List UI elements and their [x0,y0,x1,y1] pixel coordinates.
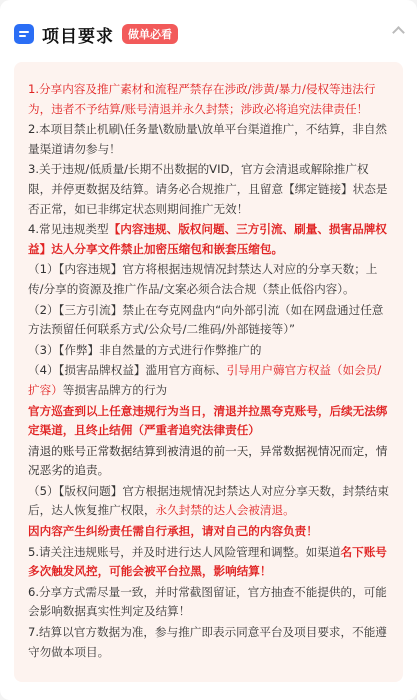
chevron-right-icon[interactable] [392,26,405,39]
requirement-sub-1: （1）【内容违规】官方将根据违规情况封禁达人对应的分享天数；上传/分享的资源及推广作品/文案必须合法合规（禁止低俗内容）。 [28,262,378,296]
requirement-item-3: 3.关于违规/低质量/长期不出数据的VID，官方会清退或解除推广权限，并停更数据及结算。请务必合规推广，且留意【绑定链接】状态是否正常，如已非绑定状态则期间推广无效！ [28,162,388,216]
requirement-sub-3: （3）【作弊】非自然量的方式进行作弊推广的 [28,342,262,357]
requirement-item-1: 1.分享内容及推广素材和流程严禁存在涉政/涉黄/暴力/侵权等违法行为，违者不予结算/账号清退并永久封禁；涉政必将追究法律责任！ [28,82,376,116]
page-title: 项目要求 [42,26,114,47]
requirement-sub-5: （5）【版权问题】官方根据违规情况封禁达人对应分享天数，封禁结束后，达人恢复推广权限，永久封禁的达人会被清退。 [28,483,389,518]
requirements-panel [14,62,403,682]
must-read-badge: 做单必看 [122,24,178,44]
requirement-item-7: 7.结算以官方数据为准，参与推广即表示同意平台及项目要求，不能遵守勿做本项目。 [28,625,387,659]
requirement-item-5: 5.请关注违规账号，并及时进行达人风险管理和调整。如渠道名下账号多次触发风控，可能会被平台拉黑，影响结算！ [28,544,387,579]
requirement-sub-2: （2）【三方引流】禁止在夸克网盘内“向外部引流（如在网盘通过任意方法预留任何联系方式/公众号/二维码/外部链接等）” [28,302,384,337]
requirement-sub-4: （4）【损害品牌权益】滥用官方商标、引导用户薅官方权益（如会员/扩容）等损害品牌方的行为 [28,363,382,397]
penalty-notice: 官方巡查到以上任意违规行为当日，清退并拉黑夸克账号，后续无法绑定渠道，且终止结佣（严重者追究法律责任） [28,403,388,438]
requirement-item-2: 2.本项目禁止机刷\任务量\数励量\放单平台渠道推广，不结算，非自然量渠道请勿参与！ [28,122,388,156]
requirement-item-6: 6.分享方式需尽量一致，并时常截图留证，官方抽查不能提供的，可能会影响数据真实性判定及结算！ [28,584,387,619]
card-header [14,20,178,48]
liability-notice: 因内容产生纠纷责任需自行承担，请对自己的内容负责！ [28,524,318,539]
settlement-notice: 清退的账号正常数据结算到被清退的前一天，异常数据视情况而定，情况恶劣的追责。 [28,443,388,478]
list-logo-icon [14,24,34,44]
requirement-item-4: 4.常见违规类型【内容违规、版权问题、三方引流、刷量、损害品牌权益】达人分享文件禁止加密压缩包和嵌套压缩包。 [28,222,387,256]
